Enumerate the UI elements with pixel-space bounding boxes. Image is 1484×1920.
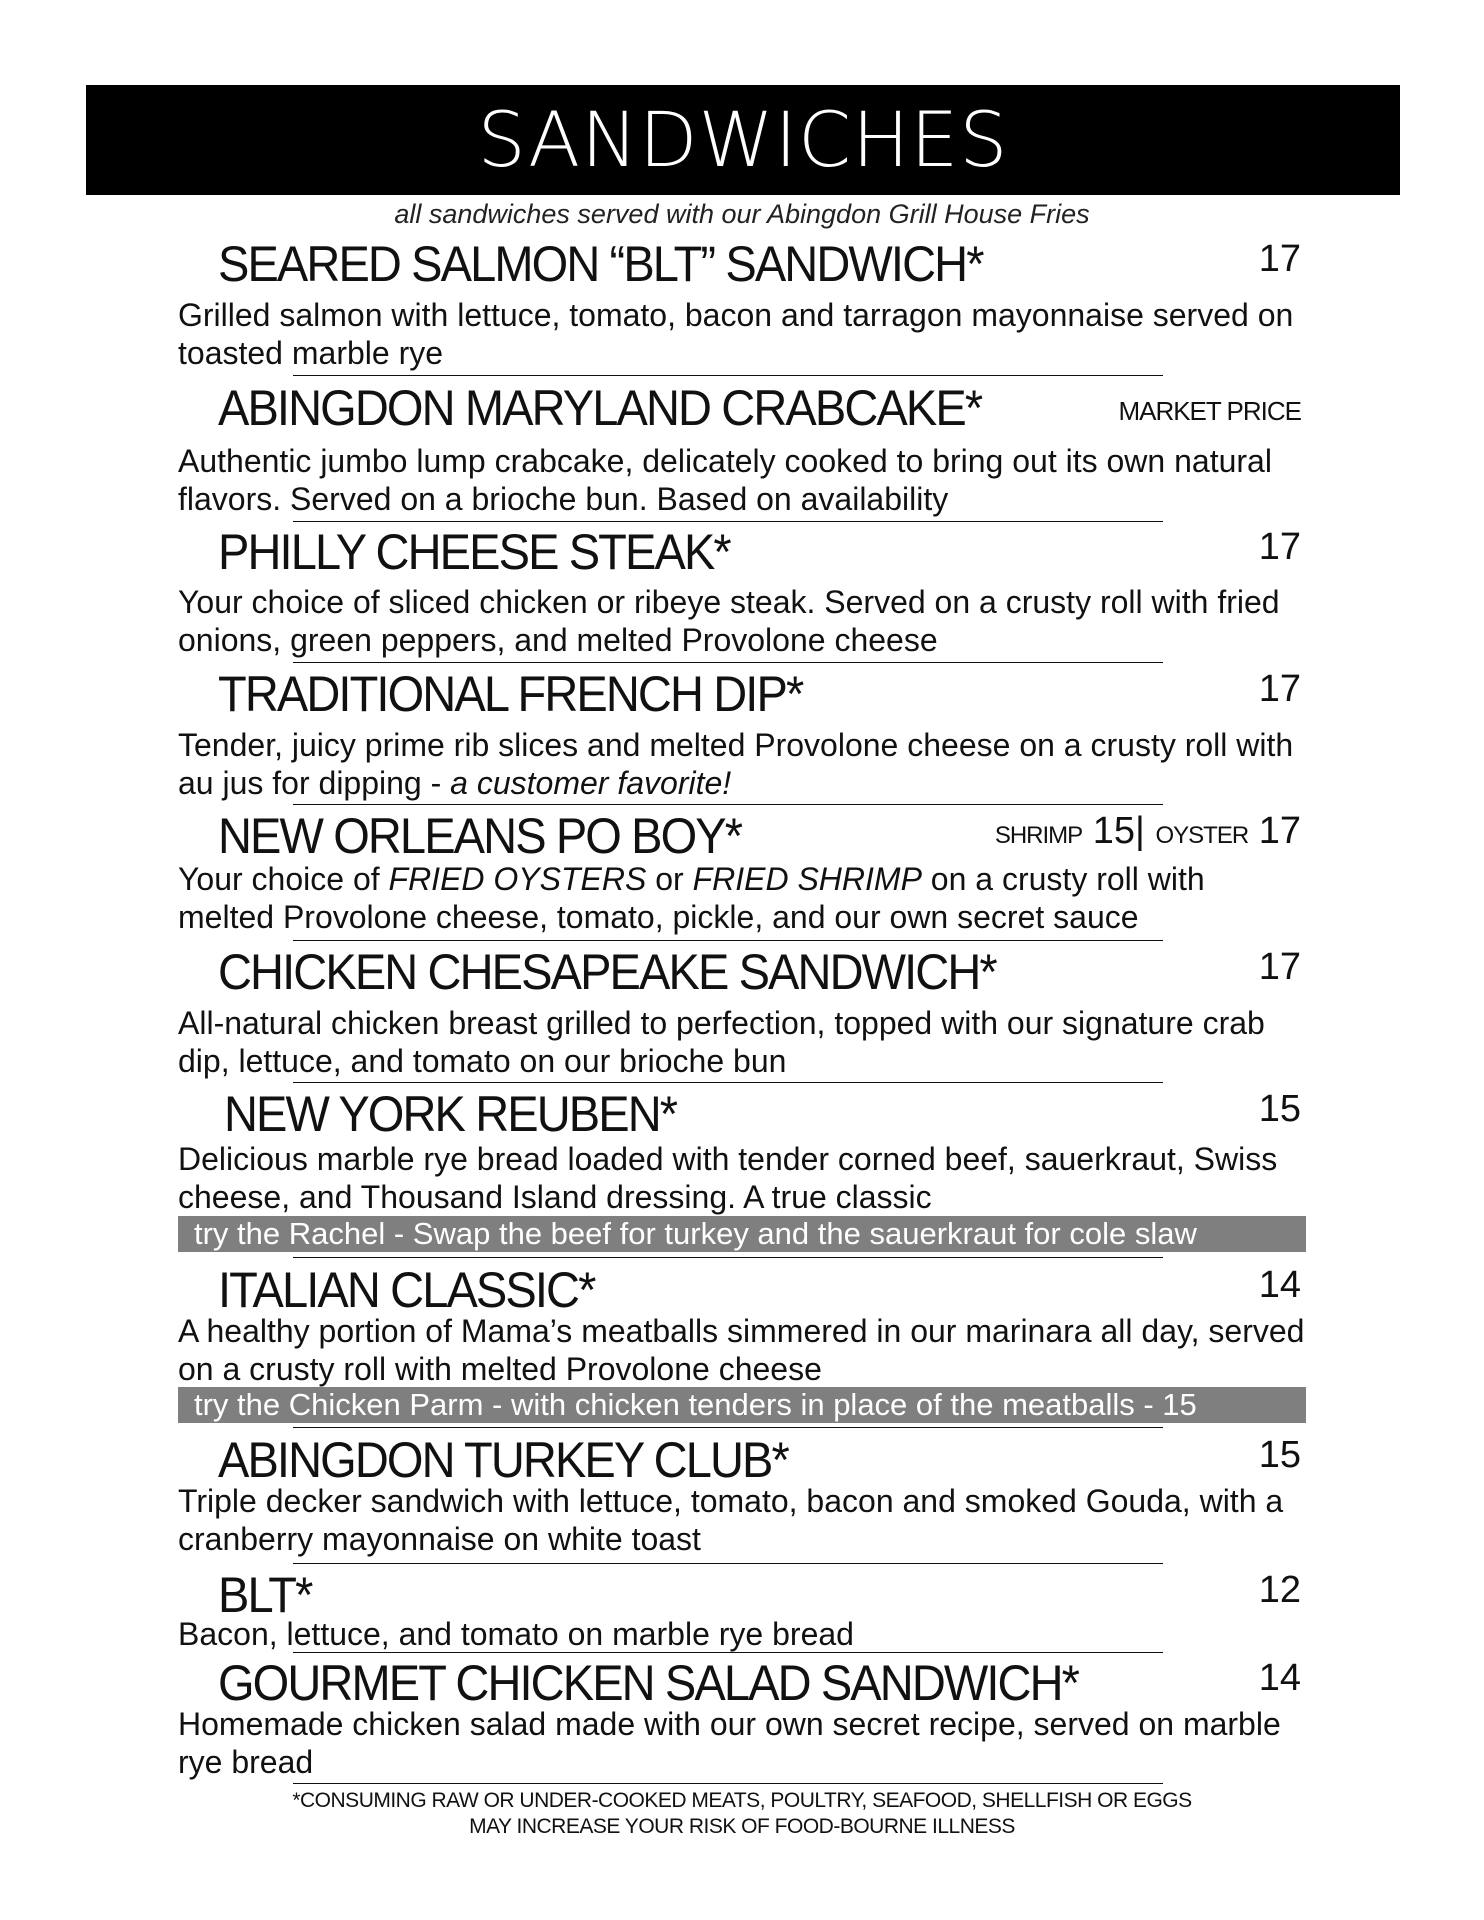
oyster-price-label: OYSTER <box>1155 822 1249 849</box>
item-description: All-natural chicken breast grilled to perfection, topped with our signature crab dip, lettuce, and tomato on our brioche bun <box>178 1005 1265 1079</box>
health-disclaimer <box>0 1788 1484 1840</box>
shrimp-price: 15 <box>1092 810 1136 852</box>
item-price: 17 <box>1258 668 1301 710</box>
item-price-group <box>995 808 1301 859</box>
item-description-highlight: FRIED OYSTERS <box>388 861 647 897</box>
disclaimer-line-1: *CONSUMING RAW OR UNDER-COOKED MEATS, POULTRY, SEAFOOD, SHELLFISH OR EGGS <box>292 1789 1192 1812</box>
divider <box>293 940 1163 941</box>
divider <box>293 1082 1163 1083</box>
item-name: ITALIAN CLASSIC* <box>218 1262 595 1318</box>
divider <box>293 1783 1163 1784</box>
item-description-highlight: FRIED SHRIMP <box>692 861 922 897</box>
item-description: A healthy portion of Mama’s meatballs simmered in our marinara all day, served on a crusty roll with melted Provolone cheese <box>178 1313 1305 1387</box>
item-description: Authentic jumbo lump crabcake, delicately cooked to bring out its own natural flavors. Served on a brioche bun. Based on availability <box>178 443 1272 517</box>
item-description-text: Your choice of <box>178 861 389 897</box>
divider <box>293 1257 1163 1258</box>
title-banner <box>86 85 1400 195</box>
item-price: 14 <box>1258 1657 1301 1699</box>
item-name: ABINGDON MARYLAND CRABCAKE* <box>218 380 982 436</box>
item-description <box>178 860 1308 936</box>
item-description: Homemade chicken salad made with our own secret recipe, served on marble rye bread <box>178 1706 1281 1780</box>
item-description: Delicious marble rye bread loaded with tender corned beef, sauerkraut, Swiss cheese, and Thousand Island dressing. A true classic <box>178 1141 1278 1215</box>
page-title: SANDWICHES <box>477 95 1009 184</box>
item-price: 17 <box>1258 238 1301 280</box>
oyster-price: 17 <box>1258 810 1301 852</box>
item-description-text: or <box>646 861 693 897</box>
item-price: 17 <box>1258 946 1301 988</box>
item-name: NEW ORLEANS PO BOY* <box>218 808 742 864</box>
item-description-text: on a crusty roll with melted Provolone cheese, tomato, pickle, and our own secret sauce <box>178 861 1205 935</box>
divider <box>293 804 1163 805</box>
item-name: ABINGDON TURKEY CLUB* <box>218 1432 788 1488</box>
item-description-text: Tender, juicy prime rib slices and melted Provolone cheese on a crusty roll with au jus for dipping - <box>178 727 1294 801</box>
item-upsell-tip: try the Chicken Parm - with chicken tenders in place of the meatballs - 15 <box>178 1387 1306 1423</box>
item-upsell-tip: try the Rachel - Swap the beef for turkey and the sauerkraut for cole slaw <box>178 1216 1306 1252</box>
item-name: BLT* <box>218 1567 312 1623</box>
item-description: Triple decker sandwich with lettuce, tomato, bacon and smoked Gouda, with a cranberry mayonnaise on white toast <box>178 1483 1284 1557</box>
item-name: GOURMET CHICKEN SALAD SANDWICH* <box>218 1655 1079 1711</box>
divider <box>293 662 1163 663</box>
item-price: MARKET PRICE <box>1118 396 1301 426</box>
divider <box>293 1563 1163 1564</box>
menu-subtitle: all sandwiches served with our Abingdon Grill House Fries <box>394 199 1090 229</box>
item-name: TRADITIONAL FRENCH DIP* <box>218 666 803 722</box>
disclaimer-line-2: MAY INCREASE YOUR RISK OF FOOD-BOURNE ILLNESS <box>469 1815 1015 1838</box>
item-price: 17 <box>1258 526 1301 568</box>
divider <box>293 1652 1163 1653</box>
item-name: PHILLY CHEESE STEAK* <box>218 524 730 580</box>
item-description-highlight: a customer favorite! <box>450 765 732 801</box>
shrimp-price-label: SHRIMP <box>994 822 1083 849</box>
item-description: Grilled salmon with lettuce, tomato, bacon and tarragon mayonnaise served on toasted marble rye <box>178 297 1294 371</box>
divider <box>293 521 1163 522</box>
item-name: CHICKEN CHESAPEAKE SANDWICH* <box>218 944 996 1000</box>
item-name: SEARED SALMON “BLT” SANDWICH* <box>218 236 983 292</box>
divider <box>293 375 1163 376</box>
item-price: 15 <box>1258 1434 1301 1476</box>
price-separator: | <box>1135 810 1145 852</box>
item-price: 15 <box>1258 1088 1301 1130</box>
divider <box>293 1427 1163 1428</box>
item-name: NEW YORK REUBEN* <box>224 1086 677 1142</box>
item-description: Bacon, lettuce, and tomato on marble rye bread <box>178 1616 854 1652</box>
item-price: 14 <box>1258 1264 1301 1306</box>
item-price: 12 <box>1258 1569 1301 1611</box>
item-description: Your choice of sliced chicken or ribeye steak. Served on a crusty roll with fried onions, green peppers, and melted Provolone cheese <box>178 584 1280 658</box>
item-description <box>178 726 1308 802</box>
